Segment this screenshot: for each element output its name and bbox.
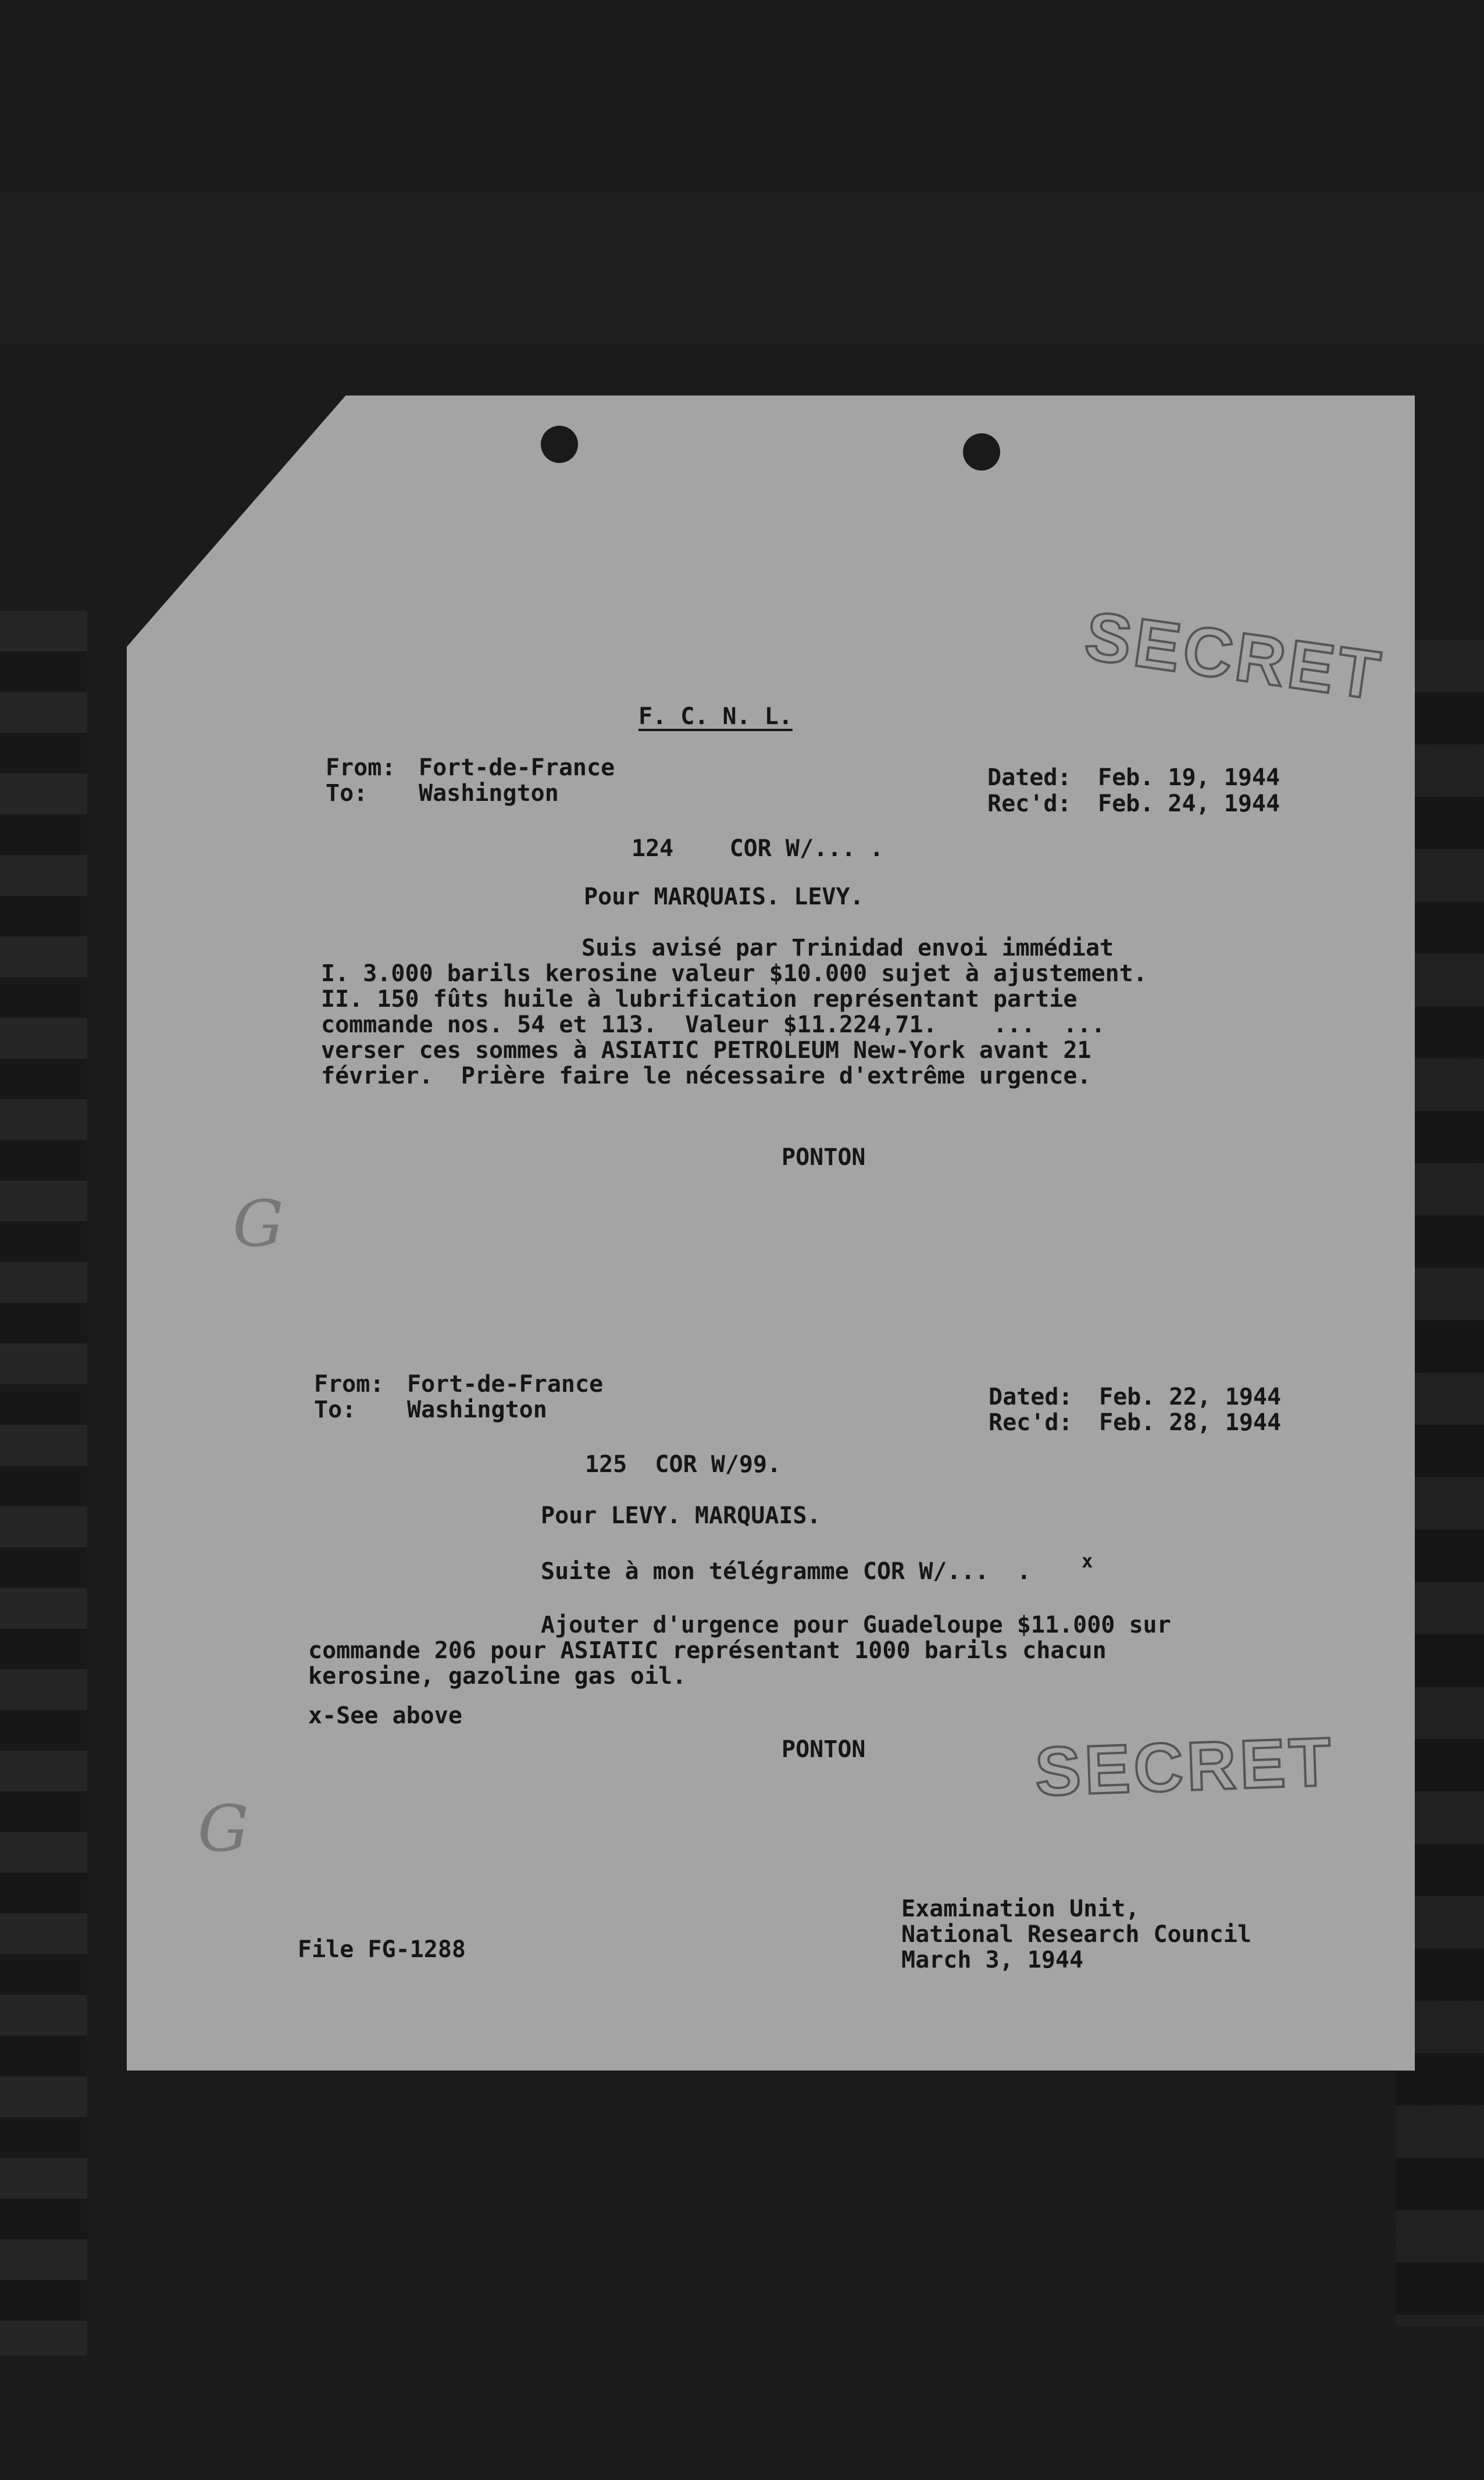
punch-hole bbox=[541, 426, 578, 463]
examination-unit-line: March 3, 1944 bbox=[901, 1947, 1084, 1973]
message-body-line: février. Prière faire le nécessaire d'extrême urgence. bbox=[321, 1063, 1091, 1089]
message-addressee: Pour MARQUAIS. LEVY. bbox=[584, 883, 864, 910]
message-body-line: Ajouter d'urgence pour Guadeloupe $11.000 sur bbox=[541, 1612, 1171, 1638]
message-reference: 125 COR W/99. bbox=[585, 1451, 782, 1478]
file-number: File FG-1288 bbox=[298, 1936, 466, 1963]
to-value: Washington bbox=[419, 780, 559, 807]
from-label: From: bbox=[326, 754, 396, 781]
examination-unit-line: Examination Unit, bbox=[901, 1895, 1140, 1922]
signature: PONTON bbox=[782, 1144, 866, 1171]
film-strip-left bbox=[0, 611, 87, 2356]
examination-unit-line: National Research Council bbox=[901, 1921, 1252, 1948]
secret-stamp: SECRET bbox=[1080, 597, 1388, 715]
message-body-line: I. 3.000 barils kerosine valeur $10.000 sujet à ajustement. bbox=[321, 960, 1147, 987]
recd-value: Feb. 24, 1944 bbox=[1098, 790, 1280, 817]
to-value: Washington bbox=[407, 1396, 547, 1423]
secret-stamp: SECRET bbox=[1033, 1723, 1336, 1811]
message-body-line: Suis avisé par Trinidad envoi immédiat bbox=[582, 935, 1114, 961]
message-body-line: II. 150 fûts huile à lubrification représentant partie bbox=[321, 986, 1078, 1013]
from-value: Fort-de-France bbox=[407, 1371, 604, 1398]
film-band-top bbox=[0, 192, 1484, 343]
from-label: From: bbox=[314, 1371, 384, 1398]
footnote: x-See above bbox=[308, 1702, 462, 1729]
recd-label: Rec'd: bbox=[987, 790, 1072, 817]
handwritten-mark: G bbox=[233, 1186, 284, 1261]
message-body-line: kerosine, gazoline gas oil. bbox=[308, 1663, 687, 1690]
from-value: Fort-de-France bbox=[419, 754, 615, 781]
dated-value: Feb. 22, 1944 bbox=[1099, 1384, 1282, 1410]
message-body-line: commande 206 pour ASIATIC représentant 1000 barils chacun bbox=[308, 1637, 1107, 1664]
dated-label: Dated: bbox=[989, 1384, 1073, 1410]
message-body-line: verser ces sommes à ASIATIC PETROLEUM New-York avant 21 bbox=[321, 1037, 1091, 1064]
document-heading: F. C. N. L. bbox=[638, 703, 793, 730]
message-body-line: commande nos. 54 et 113. Valeur $11.224,71. ... ... bbox=[321, 1011, 1105, 1038]
message-addressee: Pour LEVY. MARQUAIS. bbox=[541, 1502, 821, 1529]
dated-label: Dated: bbox=[987, 764, 1072, 791]
suite-mark: x bbox=[1082, 1550, 1093, 1572]
to-label: To: bbox=[314, 1396, 356, 1423]
suite-line: Suite à mon télégramme COR W/... . bbox=[541, 1558, 1031, 1585]
signature: PONTON bbox=[782, 1736, 866, 1763]
recd-value: Feb. 28, 1944 bbox=[1099, 1409, 1282, 1436]
recd-label: Rec'd: bbox=[989, 1409, 1073, 1436]
handwritten-mark: G bbox=[198, 1791, 249, 1866]
message-reference: 124 COR W/... . bbox=[632, 835, 884, 862]
to-label: To: bbox=[326, 780, 368, 807]
dated-value: Feb. 19, 1944 bbox=[1098, 764, 1280, 791]
punch-hole bbox=[963, 433, 1000, 471]
